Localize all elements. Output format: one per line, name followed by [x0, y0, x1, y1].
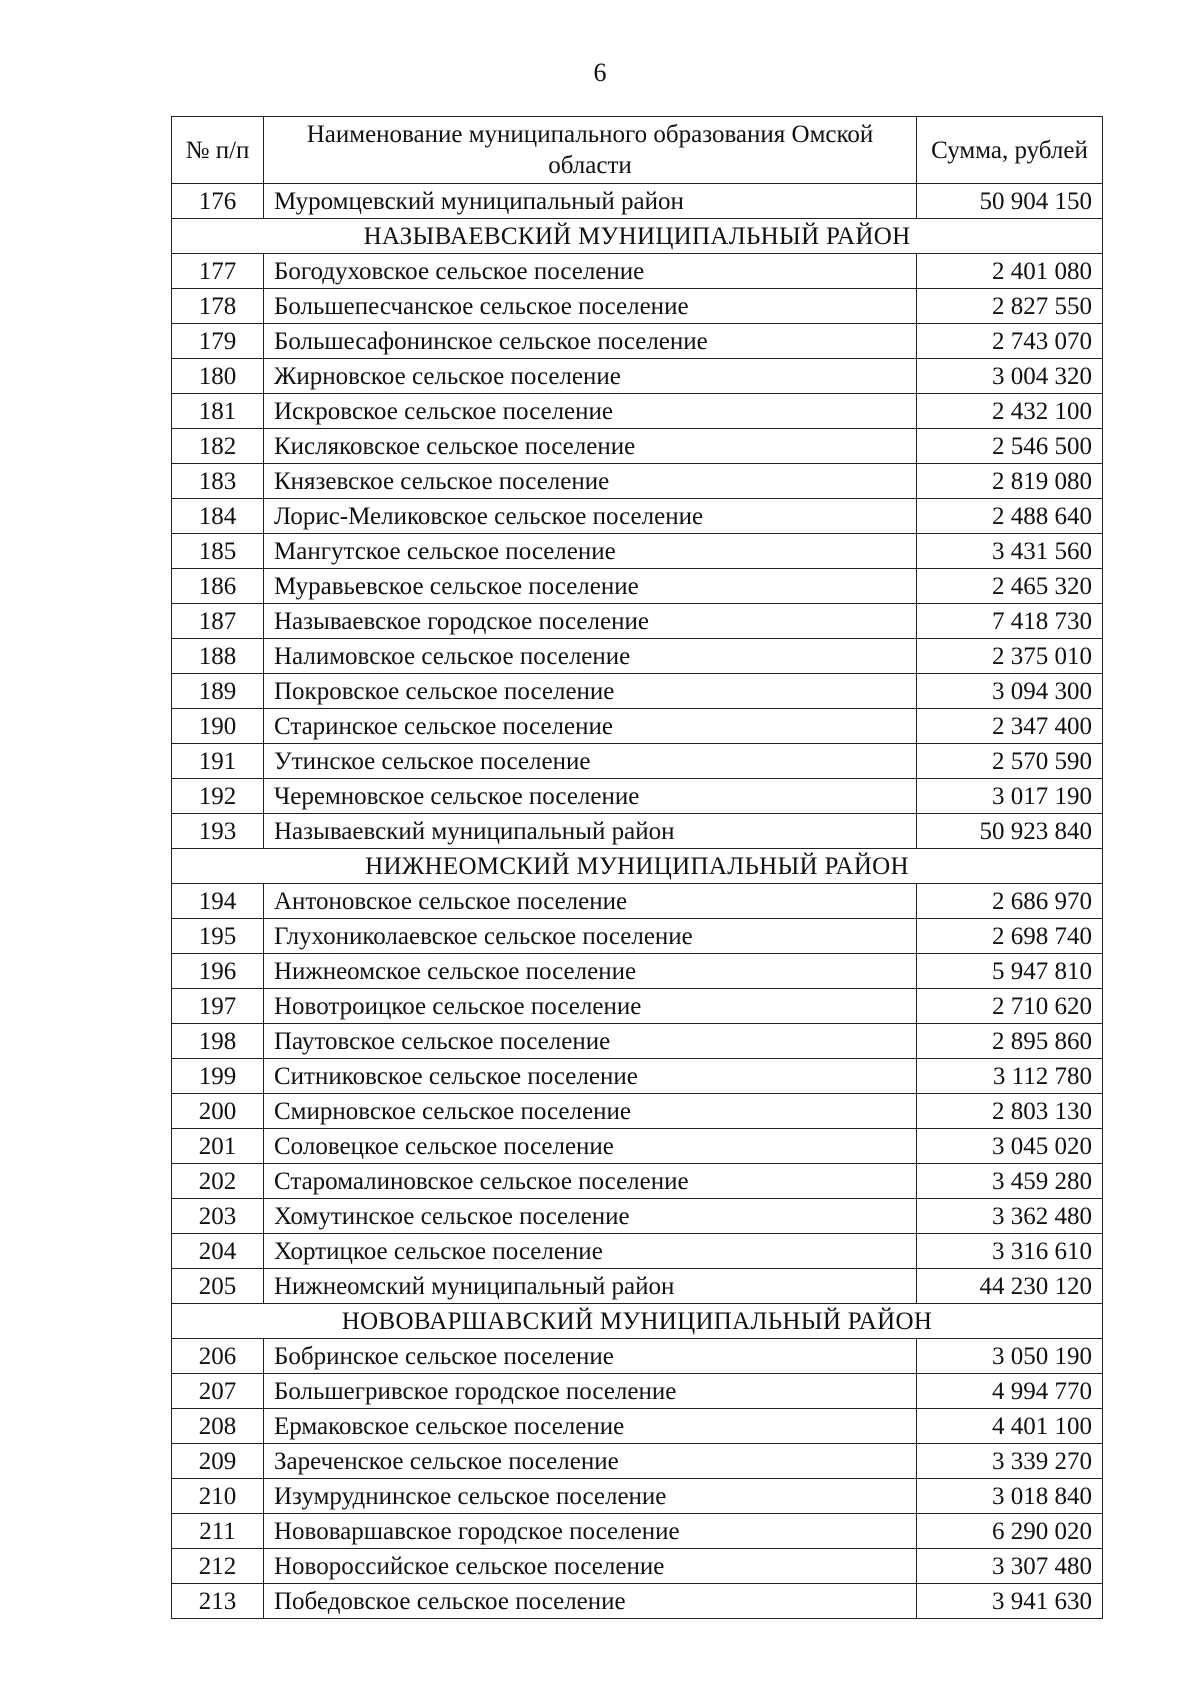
row-number: 187	[172, 604, 264, 639]
sum-value: 3 017 190	[917, 779, 1103, 814]
sum-value: 3 018 840	[917, 1479, 1103, 1514]
municipality-name: Хортицкое сельское поселение	[264, 1234, 917, 1269]
sum-value: 3 316 610	[917, 1234, 1103, 1269]
municipality-name: Муромцевский муниципальный район	[264, 184, 917, 219]
sum-value: 2 488 640	[917, 499, 1103, 534]
sum-value: 2 570 590	[917, 744, 1103, 779]
sum-value: 44 230 120	[917, 1269, 1103, 1304]
row-number: 203	[172, 1199, 264, 1234]
table-row	[172, 989, 1103, 1024]
sum-value: 4 401 100	[917, 1409, 1103, 1444]
municipality-name: Искровское сельское поселение	[264, 394, 917, 429]
row-number: 205	[172, 1269, 264, 1304]
table-row	[172, 254, 1103, 289]
sum-value: 5 947 810	[917, 954, 1103, 989]
table-row	[172, 919, 1103, 954]
table-row	[172, 429, 1103, 464]
page-number: 6	[593, 58, 607, 87]
table-row	[172, 779, 1103, 814]
header-number: № п/п	[172, 117, 264, 184]
municipality-name: Большепесчанское сельское поселение	[264, 289, 917, 324]
table-row	[172, 499, 1103, 534]
allocation-table	[171, 116, 1103, 1619]
row-number: 212	[172, 1549, 264, 1584]
municipality-name: Зареченское сельское поселение	[264, 1444, 917, 1479]
table-row	[172, 1479, 1103, 1514]
sum-value: 4 994 770	[917, 1374, 1103, 1409]
row-number: 184	[172, 499, 264, 534]
row-number: 190	[172, 709, 264, 744]
municipality-name: Муравьевское сельское поселение	[264, 569, 917, 604]
municipality-name: Смирновское сельское поселение	[264, 1094, 917, 1129]
row-number: 177	[172, 254, 264, 289]
municipality-name: Богодуховское сельское поселение	[264, 254, 917, 289]
row-number: 195	[172, 919, 264, 954]
sum-value: 2 686 970	[917, 884, 1103, 919]
sum-value: 2 546 500	[917, 429, 1103, 464]
row-number: 206	[172, 1339, 264, 1374]
table-body	[172, 184, 1103, 1619]
municipality-name: Утинское сельское поселение	[264, 744, 917, 779]
municipality-name: Старинское сельское поселение	[264, 709, 917, 744]
municipality-name: Черемновское сельское поселение	[264, 779, 917, 814]
row-number: 201	[172, 1129, 264, 1164]
row-number: 179	[172, 324, 264, 359]
table-header-row	[172, 117, 1103, 184]
municipality-name: Новотроицкое сельское поселение	[264, 989, 917, 1024]
row-number: 196	[172, 954, 264, 989]
sum-value: 2 895 860	[917, 1024, 1103, 1059]
municipality-name: Ситниковское сельское поселение	[264, 1059, 917, 1094]
municipality-name: Называевский муниципальный район	[264, 814, 917, 849]
table-row	[172, 674, 1103, 709]
row-number: 191	[172, 744, 264, 779]
table-row	[172, 394, 1103, 429]
table-row	[172, 1339, 1103, 1374]
table-row	[172, 954, 1103, 989]
header-municipality-name: Наименование муниципального образования Омской области	[264, 117, 917, 184]
municipality-name: Хомутинское сельское поселение	[264, 1199, 917, 1234]
row-number: 198	[172, 1024, 264, 1059]
row-number: 208	[172, 1409, 264, 1444]
row-number: 209	[172, 1444, 264, 1479]
row-number: 207	[172, 1374, 264, 1409]
row-number: 210	[172, 1479, 264, 1514]
row-number: 181	[172, 394, 264, 429]
row-number: 193	[172, 814, 264, 849]
sum-value: 3 459 280	[917, 1164, 1103, 1199]
municipality-name: Паутовское сельское поселение	[264, 1024, 917, 1059]
table-row	[172, 1374, 1103, 1409]
table-row	[172, 359, 1103, 394]
row-number: 182	[172, 429, 264, 464]
municipality-name: Нововаршавское городское поселение	[264, 1514, 917, 1549]
sum-value: 7 418 730	[917, 604, 1103, 639]
table-row	[172, 464, 1103, 499]
municipality-name: Большесафонинское сельское поселение	[264, 324, 917, 359]
row-number: 211	[172, 1514, 264, 1549]
table-row	[172, 534, 1103, 569]
municipality-name: Называевское городское поселение	[264, 604, 917, 639]
municipality-name: Изумруднинское сельское поселение	[264, 1479, 917, 1514]
municipality-name: Нижнеомское сельское поселение	[264, 954, 917, 989]
row-number: 213	[172, 1584, 264, 1619]
section-row	[172, 849, 1103, 884]
sum-value: 3 004 320	[917, 359, 1103, 394]
row-number: 183	[172, 464, 264, 499]
row-number: 189	[172, 674, 264, 709]
municipality-name: Князевское сельское поселение	[264, 464, 917, 499]
sum-value: 2 375 010	[917, 639, 1103, 674]
sum-value: 3 050 190	[917, 1339, 1103, 1374]
section-row	[172, 219, 1103, 254]
municipality-name: Глухониколаевское сельское поселение	[264, 919, 917, 954]
row-number: 178	[172, 289, 264, 324]
sum-value: 2 743 070	[917, 324, 1103, 359]
sum-value: 3 307 480	[917, 1549, 1103, 1584]
sum-value: 2 819 080	[917, 464, 1103, 499]
row-number: 197	[172, 989, 264, 1024]
row-number: 185	[172, 534, 264, 569]
table-row	[172, 289, 1103, 324]
row-number: 202	[172, 1164, 264, 1199]
sum-value: 3 431 560	[917, 534, 1103, 569]
sum-value: 3 045 020	[917, 1129, 1103, 1164]
table-row	[172, 884, 1103, 919]
sum-value: 3 112 780	[917, 1059, 1103, 1094]
sum-value: 3 339 270	[917, 1444, 1103, 1479]
row-number: 188	[172, 639, 264, 674]
table-row	[172, 709, 1103, 744]
section-title: НОВОВАРШАВСКИЙ МУНИЦИПАЛЬНЫЙ РАЙОН	[172, 1304, 1103, 1339]
municipality-name: Ермаковское сельское поселение	[264, 1409, 917, 1444]
table-row	[172, 1094, 1103, 1129]
municipality-name: Новороссийское сельское поселение	[264, 1549, 917, 1584]
table-row	[172, 1269, 1103, 1304]
table-row	[172, 744, 1103, 779]
sum-value: 2 432 100	[917, 394, 1103, 429]
table-row	[172, 324, 1103, 359]
table-row	[172, 1059, 1103, 1094]
row-number: 194	[172, 884, 264, 919]
table-row	[172, 1024, 1103, 1059]
sum-value: 3 362 480	[917, 1199, 1103, 1234]
municipality-name: Покровское сельское поселение	[264, 674, 917, 709]
table-row	[172, 1444, 1103, 1479]
table-row	[172, 1164, 1103, 1199]
table-row	[172, 1129, 1103, 1164]
row-number: 192	[172, 779, 264, 814]
table-row	[172, 569, 1103, 604]
row-number: 199	[172, 1059, 264, 1094]
table-row	[172, 1234, 1103, 1269]
municipality-name: Старомалиновское сельское поселение	[264, 1164, 917, 1199]
row-number: 200	[172, 1094, 264, 1129]
municipality-name: Победовское сельское поселение	[264, 1584, 917, 1619]
sum-value: 2 401 080	[917, 254, 1103, 289]
municipality-name: Бобринское сельское поселение	[264, 1339, 917, 1374]
row-number: 204	[172, 1234, 264, 1269]
sum-value: 2 710 620	[917, 989, 1103, 1024]
section-title: НАЗЫВАЕВСКИЙ МУНИЦИПАЛЬНЫЙ РАЙОН	[172, 219, 1103, 254]
municipality-name: Жирновское сельское поселение	[264, 359, 917, 394]
section-title: НИЖНЕОМСКИЙ МУНИЦИПАЛЬНЫЙ РАЙОН	[172, 849, 1103, 884]
municipality-name: Налимовское сельское поселение	[264, 639, 917, 674]
sum-value: 2 803 130	[917, 1094, 1103, 1129]
row-number: 180	[172, 359, 264, 394]
table-row	[172, 639, 1103, 674]
header-sum: Сумма, рублей	[917, 117, 1103, 184]
row-number: 186	[172, 569, 264, 604]
sum-value: 50 923 840	[917, 814, 1103, 849]
sum-value: 6 290 020	[917, 1514, 1103, 1549]
municipality-name: Нижнеомский муниципальный район	[264, 1269, 917, 1304]
table-row	[172, 1549, 1103, 1584]
section-row	[172, 1304, 1103, 1339]
table-row	[172, 604, 1103, 639]
municipality-name: Мангутское сельское поселение	[264, 534, 917, 569]
municipality-name: Большегривское городское поселение	[264, 1374, 917, 1409]
sum-value: 50 904 150	[917, 184, 1103, 219]
table-row	[172, 814, 1103, 849]
sum-value: 2 465 320	[917, 569, 1103, 604]
table-row	[172, 1514, 1103, 1549]
sum-value: 3 094 300	[917, 674, 1103, 709]
municipality-name: Кисляковское сельское поселение	[264, 429, 917, 464]
sum-value: 2 347 400	[917, 709, 1103, 744]
table-row	[172, 184, 1103, 219]
row-number: 176	[172, 184, 264, 219]
table-row	[172, 1409, 1103, 1444]
municipality-name: Лорис-Меликовское сельское поселение	[264, 499, 917, 534]
sum-value: 2 827 550	[917, 289, 1103, 324]
table-row	[172, 1199, 1103, 1234]
municipality-name: Соловецкое сельское поселение	[264, 1129, 917, 1164]
sum-value: 3 941 630	[917, 1584, 1103, 1619]
sum-value: 2 698 740	[917, 919, 1103, 954]
municipality-name: Антоновское сельское поселение	[264, 884, 917, 919]
table-row	[172, 1584, 1103, 1619]
